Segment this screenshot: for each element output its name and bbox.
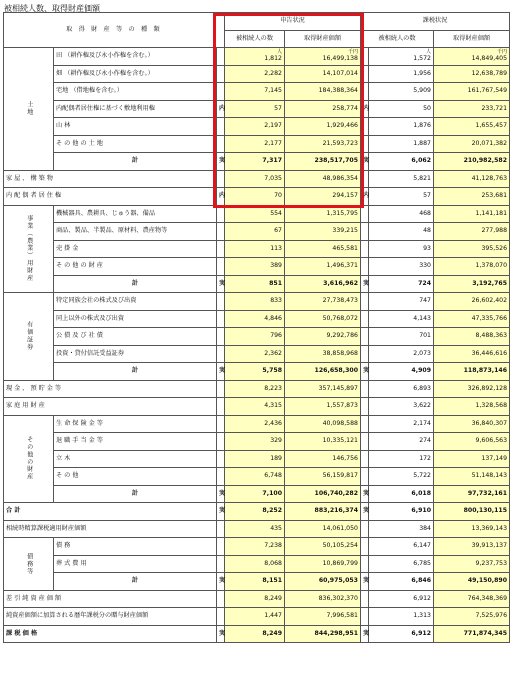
table-cell: 6,785: [369, 555, 434, 573]
table-cell: 844,298,951: [285, 625, 361, 643]
table-cell: 実: [361, 363, 369, 381]
table-cell: 内: [217, 100, 225, 118]
table-cell: 5,758: [225, 363, 285, 381]
table-cell: 796: [225, 328, 285, 346]
table-cell: 6,062: [369, 153, 434, 171]
table-cell: 7,145: [225, 83, 285, 101]
table-cell: [217, 380, 225, 398]
table-cell: [217, 135, 225, 153]
table-cell: 48,986,354: [285, 170, 361, 188]
table-cell: 6,018: [369, 485, 434, 503]
table-cell: [217, 450, 225, 468]
table-cell: 差 引 純 資 産 価 額: [4, 590, 217, 608]
table-cell: 465,581: [285, 240, 361, 258]
table-cell: [361, 433, 369, 451]
table-cell: 47,335,766: [434, 310, 510, 328]
table-cell: [361, 135, 369, 153]
table-cell: 14,107,014: [285, 65, 361, 83]
table-cell: 4,846: [225, 310, 285, 328]
table-cell: 764,348,369: [434, 590, 510, 608]
table-cell: [361, 83, 369, 101]
table-cell: [217, 538, 225, 556]
table-cell: 70: [225, 188, 285, 206]
table-cell: 851: [225, 275, 285, 293]
table-cell: 葬 式 費 用: [54, 555, 217, 573]
table-cell: 売 掛 金: [54, 240, 217, 258]
table-cell: [361, 590, 369, 608]
group-land: 土地: [4, 48, 54, 171]
table-cell: 7,035: [225, 170, 285, 188]
table-cell: 49,150,890: [434, 573, 510, 591]
table-cell: 実: [361, 503, 369, 521]
table-cell: 1,496,371: [285, 258, 361, 276]
table-cell: 生 命 保 険 金 等: [54, 415, 217, 433]
row-label: 内配偶者居住権に基づく敷地利用権: [54, 100, 217, 118]
table-cell: 実: [361, 153, 369, 171]
table-cell: 137,149: [434, 450, 510, 468]
table-cell: 実: [361, 625, 369, 643]
table-cell: [217, 590, 225, 608]
table-cell: [361, 258, 369, 276]
shinkoku-header: 申告状況: [225, 13, 361, 31]
table-cell: 退 職 手 当 金 等: [54, 433, 217, 451]
table-cell: 883,216,374: [285, 503, 361, 521]
table-cell: [217, 65, 225, 83]
table-cell: [361, 415, 369, 433]
table-cell: 2,174: [369, 415, 434, 433]
group-debt: 債務等: [4, 538, 54, 591]
table-cell: 公 債 及 び 社 債: [54, 328, 217, 346]
table-cell: [217, 205, 225, 223]
table-cell: [217, 293, 225, 311]
table-cell: 554: [225, 205, 285, 223]
table-cell: 2,282: [225, 65, 285, 83]
table-cell: 計: [54, 485, 217, 503]
table-cell: 3,192,765: [434, 275, 510, 293]
table-cell: 10,335,121: [285, 433, 361, 451]
table-cell: [217, 170, 225, 188]
table-cell: [361, 293, 369, 311]
table-cell: 8,223: [225, 380, 285, 398]
asset-table: [3, 12, 510, 643]
table-cell: 384: [369, 520, 434, 538]
table-cell: [361, 380, 369, 398]
table-cell: 1,313: [369, 608, 434, 626]
table-cell: 57: [369, 188, 434, 206]
table-caption: 被相続人数、取得財産価額: [4, 4, 100, 13]
table-cell: 1,141,181: [434, 205, 510, 223]
table-cell: 8,249: [225, 590, 285, 608]
table-cell: 67: [225, 223, 285, 241]
table-cell: [361, 328, 369, 346]
table-cell: 1,328,568: [434, 398, 510, 416]
table-cell: 3,616,962: [285, 275, 361, 293]
k-count-header: 被相続人の数: [361, 30, 434, 48]
table-cell: [217, 310, 225, 328]
table-cell: 家 庭 用 財 産: [4, 398, 217, 416]
table-cell: 50,105,254: [285, 538, 361, 556]
table-cell: 326,892,128: [434, 380, 510, 398]
table-cell: [361, 520, 369, 538]
table-cell: 内: [217, 188, 225, 206]
table-cell: 339,215: [285, 223, 361, 241]
row-label: 田 （耕作権及び永小作権を含む。）: [54, 48, 217, 66]
table-cell: そ の 他 の 財 産: [54, 258, 217, 276]
table-cell: 実: [217, 363, 225, 381]
row-label: 山 林: [54, 118, 217, 136]
table-cell: 5,821: [369, 170, 434, 188]
table-cell: 6,748: [225, 468, 285, 486]
group-securities: 有価証券: [4, 293, 54, 381]
table-cell: 14,061,050: [285, 520, 361, 538]
table-cell: 14,849,405: [471, 54, 508, 62]
table-cell: 計: [54, 275, 217, 293]
table-cell: [361, 555, 369, 573]
table-cell: 1,557,873: [285, 398, 361, 416]
table-cell: [361, 538, 369, 556]
table-cell: 1,876: [369, 118, 434, 136]
table-cell: 6,912: [369, 625, 434, 643]
table-cell: 債 務: [54, 538, 217, 556]
table-cell: [361, 608, 369, 626]
table-cell: 6,147: [369, 538, 434, 556]
table-cell: 106,740,282: [285, 485, 361, 503]
table-cell: 5,722: [369, 468, 434, 486]
table-cell: 1,812: [264, 54, 282, 62]
table-cell: 724: [369, 275, 434, 293]
table-cell: 1,887: [369, 135, 434, 153]
table-cell: 21,593,723: [285, 135, 361, 153]
table-cell: 現 金 、 預 貯 金 等: [4, 380, 217, 398]
table-cell: 投資・貸付信託受益証券: [54, 345, 217, 363]
table-cell: 41,128,763: [434, 170, 510, 188]
table-cell: 56,159,817: [285, 468, 361, 486]
table-cell: 6,893: [369, 380, 434, 398]
table-cell: [361, 310, 369, 328]
table-cell: [217, 240, 225, 258]
table-cell: 内: [361, 188, 369, 206]
table-cell: 93: [369, 240, 434, 258]
table-cell: 1,655,457: [434, 118, 510, 136]
table-cell: [361, 468, 369, 486]
table-cell: [217, 345, 225, 363]
table-cell: 395,526: [434, 240, 510, 258]
table-cell: 商品、製品、半製品、原材料、農産物等: [54, 223, 217, 241]
table-cell: 9,292,786: [285, 328, 361, 346]
row-label: 畑 （耕作権及び永小作権を含む。）: [54, 65, 217, 83]
table-cell: 36,840,307: [434, 415, 510, 433]
table-cell: [361, 205, 369, 223]
table-cell: 人: [425, 49, 431, 56]
table-cell: 計: [54, 363, 217, 381]
table-cell: [217, 415, 225, 433]
table-cell: 27,738,473: [285, 293, 361, 311]
table-cell: 435: [225, 520, 285, 538]
table-cell: 277,988: [434, 223, 510, 241]
table-cell: [217, 608, 225, 626]
table-cell: 千円: [347, 49, 358, 56]
table-cell: 1,447: [225, 608, 285, 626]
table-cell: 機械器具、農耕具、じゅう器、備品: [54, 205, 217, 223]
table-cell: [217, 433, 225, 451]
table-cell: 161,767,549: [434, 83, 510, 101]
table-cell: [217, 83, 225, 101]
table-cell: 57: [225, 100, 285, 118]
table-cell: 8,151: [225, 573, 285, 591]
group-other: その他の財産: [4, 415, 54, 503]
table-cell: 実: [217, 485, 225, 503]
table-cell: [217, 223, 225, 241]
table-cell: 10,869,799: [285, 555, 361, 573]
table-cell: [361, 398, 369, 416]
row-label: 宅地 （借地権を含む。）: [54, 83, 217, 101]
s-value-header: 取得財産価額: [285, 30, 361, 48]
table-cell: 113: [225, 240, 285, 258]
table-cell: [217, 118, 225, 136]
table-cell: [217, 48, 225, 66]
table-cell: 人: [276, 49, 282, 56]
table-cell: 126,658,300: [285, 363, 361, 381]
table-cell: [361, 48, 369, 66]
table-cell: 258,774: [285, 100, 361, 118]
table-cell: 実: [361, 485, 369, 503]
table-cell: 12,638,789: [434, 65, 510, 83]
table-cell: 実: [217, 275, 225, 293]
table-cell: 40,098,588: [285, 415, 361, 433]
table-cell: 7,238: [225, 538, 285, 556]
table-cell: 3,622: [369, 398, 434, 416]
table-cell: 相続時精算課税適用財産価額: [4, 520, 217, 538]
table-cell: 13,369,143: [434, 520, 510, 538]
table-cell: [285, 48, 361, 66]
table-cell: 233,721: [434, 100, 510, 118]
table-cell: 118,873,146: [434, 363, 510, 381]
table-cell: 7,525,976: [434, 608, 510, 626]
table-cell: 2,197: [225, 118, 285, 136]
table-cell: 2,436: [225, 415, 285, 433]
table-cell: 家 屋 、 構 築 物: [4, 170, 217, 188]
table-cell: 同上以外の株式及び出資: [54, 310, 217, 328]
table-cell: 747: [369, 293, 434, 311]
table-cell: 1,956: [369, 65, 434, 83]
table-cell: 701: [369, 328, 434, 346]
table-cell: 合 計: [4, 503, 217, 521]
table-cell: 実: [361, 573, 369, 591]
table-cell: [217, 555, 225, 573]
table-cell: そ の 他: [54, 468, 217, 486]
table-cell: 実: [217, 503, 225, 521]
table-cell: [217, 520, 225, 538]
table-cell: [361, 170, 369, 188]
row-label: そ の 他 の 土 地: [54, 135, 217, 153]
table-cell: [217, 258, 225, 276]
table-cell: 20,071,382: [434, 135, 510, 153]
s-count-header: 被相続人の数: [225, 30, 285, 48]
table-cell: 800,130,115: [434, 503, 510, 521]
table-cell: 97,732,161: [434, 485, 510, 503]
table-cell: 38,858,968: [285, 345, 361, 363]
table-cell: [361, 223, 369, 241]
table-cell: 計: [54, 573, 217, 591]
k-value-header: 取得財産価額: [434, 30, 510, 48]
table-cell: 51,148,143: [434, 468, 510, 486]
table-cell: 60,975,053: [285, 573, 361, 591]
table-cell: 238,517,705: [285, 153, 361, 171]
table-cell: 内: [361, 100, 369, 118]
table-cell: 立 木: [54, 450, 217, 468]
group-business: 事業（農業）用財産: [4, 205, 54, 293]
table-cell: [217, 398, 225, 416]
table-cell: 6,910: [369, 503, 434, 521]
table-cell: [217, 328, 225, 346]
table-cell: 純資産価額に加算される暦年課税分の贈与財産価額: [4, 608, 217, 626]
table-cell: [361, 345, 369, 363]
table-cell: [361, 240, 369, 258]
table-cell: 210,982,582: [434, 153, 510, 171]
table-cell: 1,572: [413, 54, 431, 62]
table-cell: 計: [54, 153, 217, 171]
table-cell: 9,606,563: [434, 433, 510, 451]
table-cell: 468: [369, 205, 434, 223]
table-cell: 8,252: [225, 503, 285, 521]
table-cell: 8,249: [225, 625, 285, 643]
table-cell: 7,317: [225, 153, 285, 171]
table-cell: 9,237,753: [434, 555, 510, 573]
table-cell: 6,912: [369, 590, 434, 608]
table-cell: 7,996,581: [285, 608, 361, 626]
table-cell: 2,177: [225, 135, 285, 153]
table-cell: 5,909: [369, 83, 434, 101]
table-cell: 50,768,072: [285, 310, 361, 328]
table-cell: 課 税 価 格: [4, 625, 217, 643]
table-cell: 50: [369, 100, 434, 118]
table-cell: 16,499,138: [322, 54, 358, 62]
table-cell: 330: [369, 258, 434, 276]
table-cell: 189: [225, 450, 285, 468]
table-cell: [361, 65, 369, 83]
table-cell: 4,315: [225, 398, 285, 416]
table-cell: 2,362: [225, 345, 285, 363]
table-cell: 389: [225, 258, 285, 276]
table-cell: 274: [369, 433, 434, 451]
table-cell: 294,157: [285, 188, 361, 206]
table-cell: 253,681: [434, 188, 510, 206]
table-cell: 39,913,137: [434, 538, 510, 556]
kind-header: 取 得 財 産 等 の 種 類: [4, 13, 225, 48]
table-cell: 実: [361, 275, 369, 293]
table-cell: 4,909: [369, 363, 434, 381]
table-cell: [217, 468, 225, 486]
table-cell: 36,446,616: [434, 345, 510, 363]
table-cell: 実: [217, 153, 225, 171]
table-cell: 172: [369, 450, 434, 468]
table-cell: [225, 48, 285, 66]
table-cell: [369, 48, 434, 66]
table-cell: 特定同族会社の株式及び出資: [54, 293, 217, 311]
table-cell: [434, 48, 510, 66]
table-cell: 1,929,466: [285, 118, 361, 136]
table-cell: 833: [225, 293, 285, 311]
table-cell: 48: [369, 223, 434, 241]
table-cell: 184,388,364: [285, 83, 361, 101]
table-cell: 4,143: [369, 310, 434, 328]
table-cell: 8,488,363: [434, 328, 510, 346]
table-cell: 8,068: [225, 555, 285, 573]
table-cell: [361, 118, 369, 136]
table-cell: 357,145,897: [285, 380, 361, 398]
table-cell: 329: [225, 433, 285, 451]
table-cell: 内 配 偶 者 居 住 権: [4, 188, 217, 206]
table-cell: 6,846: [369, 573, 434, 591]
table-cell: 1,315,795: [285, 205, 361, 223]
table-cell: 実: [217, 573, 225, 591]
table-cell: 836,302,370: [285, 590, 361, 608]
table-cell: 26,602,402: [434, 293, 510, 311]
table-cell: 2,073: [369, 345, 434, 363]
table-cell: 1,378,070: [434, 258, 510, 276]
table-cell: 146,756: [285, 450, 361, 468]
table-cell: [361, 450, 369, 468]
kazei-header: 課税状況: [361, 13, 510, 31]
table-cell: 7,100: [225, 485, 285, 503]
table-cell: 771,874,345: [434, 625, 510, 643]
table-cell: 千円: [497, 49, 508, 56]
table-cell: 実: [217, 625, 225, 643]
